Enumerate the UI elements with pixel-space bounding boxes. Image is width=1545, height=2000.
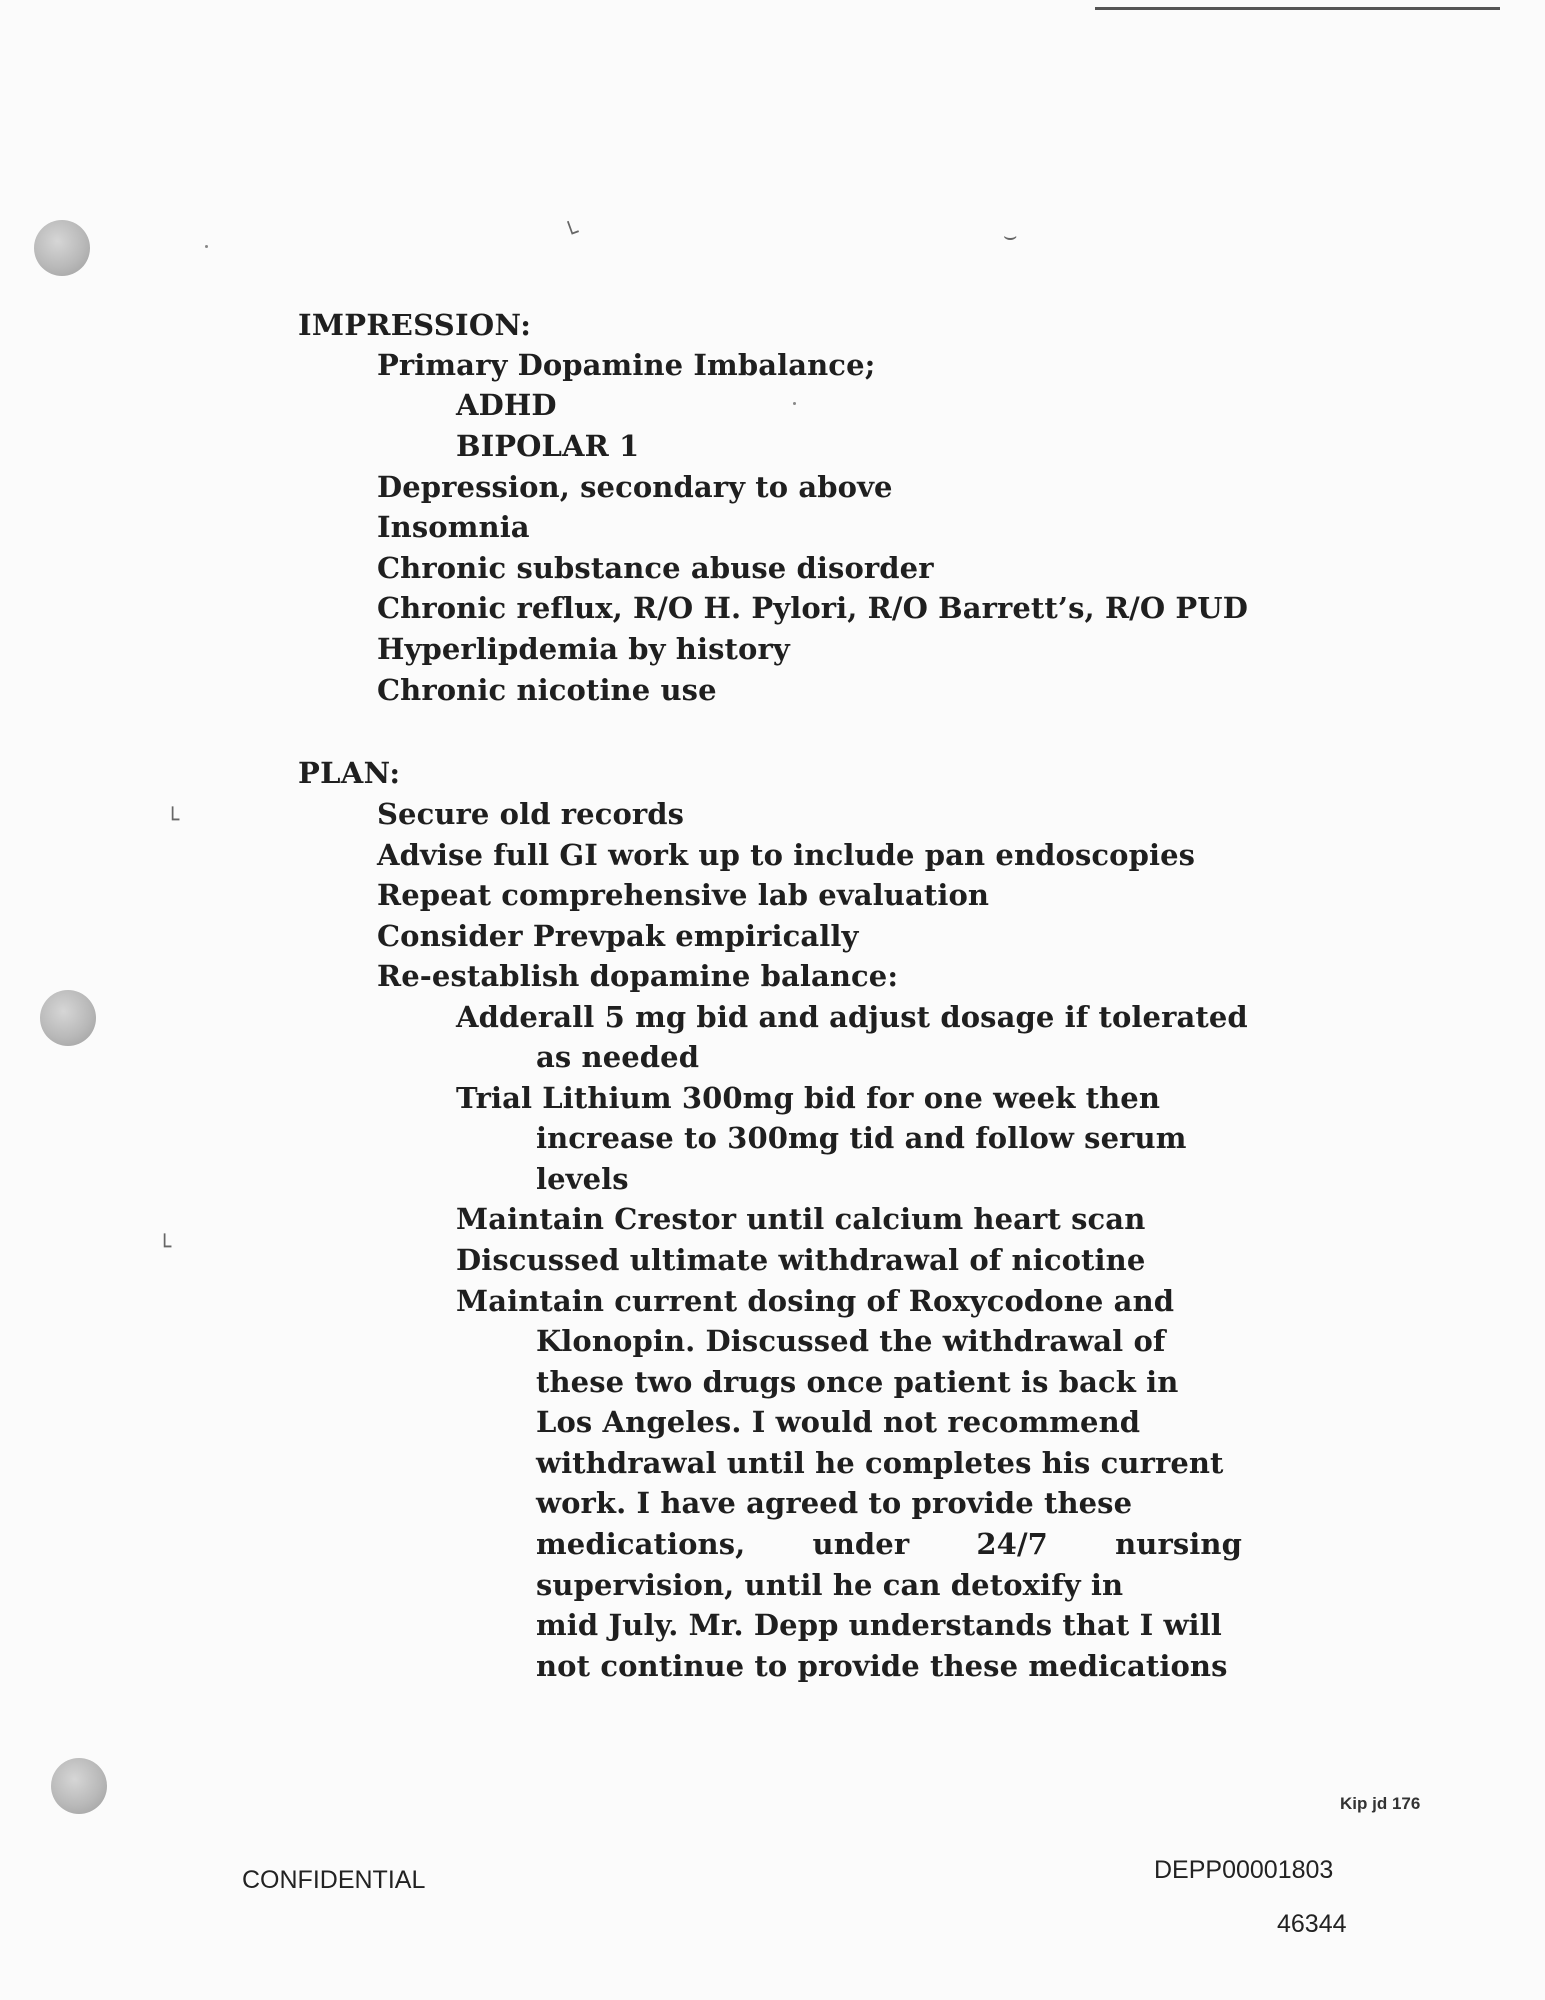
plan-subitem-continuation: Klonopin. Discussed the withdrawal of: [536, 1324, 1166, 1358]
plan-subitem-continuation: Los Angeles. I would not recommend: [536, 1405, 1141, 1439]
impression-item: ADHD: [456, 388, 557, 422]
confidential-label: CONFIDENTIAL: [242, 1866, 426, 1894]
impression-item: Hyperlipdemia by history: [377, 632, 790, 666]
plan-subitem-continuation: not continue to provide these medications: [536, 1649, 1228, 1683]
plan-subitem: Maintain current dosing of Roxycodone and: [456, 1284, 1175, 1318]
plan-heading: PLAN:: [298, 756, 401, 790]
scan-edge-line: [1095, 7, 1500, 10]
page-number: 46344: [1277, 1910, 1347, 1938]
plan-subitem-continuation: these two drugs once patient is back in: [536, 1365, 1179, 1399]
justified-word: medications,: [536, 1527, 746, 1561]
plan-item: Advise full GI work up to include pan endoscopies: [377, 838, 1196, 872]
plan-subitem: Maintain Crestor until calcium heart scan: [456, 1202, 1146, 1236]
justified-word: under: [812, 1527, 910, 1561]
plan-subitem-continuation: levels: [536, 1162, 629, 1196]
plan-subitem: Adderall 5 mg bid and adjust dosage if tolerated: [456, 1000, 1248, 1034]
impression-item: Primary Dopamine Imbalance;: [377, 348, 876, 382]
plan-subitem-continuation: as needed: [536, 1040, 700, 1074]
kip-label: Kip jd 176: [1340, 1794, 1421, 1813]
punch-hole: [51, 1758, 107, 1814]
justified-word: nursing: [1115, 1527, 1242, 1561]
impression-item: Chronic substance abuse disorder: [377, 551, 934, 585]
speck: [793, 402, 796, 405]
plan-subitem: Discussed ultimate withdrawal of nicotine: [456, 1243, 1146, 1277]
pen-mark: └: [562, 220, 584, 249]
plan-subitem-continuation: work. I have agreed to provide these: [536, 1486, 1133, 1520]
justified-line: [536, 1527, 1242, 1561]
pen-mark: ⌣: [1003, 224, 1018, 249]
plan-subitem: Trial Lithium 300mg bid for one week then: [456, 1081, 1161, 1115]
plan-subitem-continuation: supervision, until he can detoxify in: [536, 1568, 1124, 1602]
impression-heading: IMPRESSION:: [298, 308, 532, 342]
plan-item: Secure old records: [377, 797, 685, 831]
impression-item: Insomnia: [377, 510, 530, 544]
punch-hole: [34, 220, 90, 276]
bates-number: DEPP00001803: [1154, 1856, 1334, 1884]
plan-item: Consider Prevpak empirically: [377, 919, 859, 953]
plan-item: Re-establish dopamine balance:: [377, 959, 899, 993]
pen-mark: └: [158, 1235, 172, 1260]
impression-item: Chronic nicotine use: [377, 673, 717, 707]
plan-subitem-continuation: increase to 300mg tid and follow serum: [536, 1121, 1187, 1155]
impression-item: Depression, secondary to above: [377, 470, 893, 504]
impression-item: Chronic reflux, R/O H. Pylori, R/O Barrett’s, R/O PUD: [377, 591, 1248, 625]
plan-item: Repeat comprehensive lab evaluation: [377, 878, 990, 912]
pen-mark: └: [166, 808, 180, 833]
justified-word: 24/7: [976, 1527, 1048, 1561]
speck: [205, 245, 208, 248]
impression-item: BIPOLAR 1: [456, 429, 640, 463]
punch-hole: [40, 990, 96, 1046]
plan-subitem-continuation: mid July. Mr. Depp understands that I will: [536, 1608, 1222, 1642]
plan-subitem-continuation: withdrawal until he completes his current: [536, 1446, 1224, 1480]
